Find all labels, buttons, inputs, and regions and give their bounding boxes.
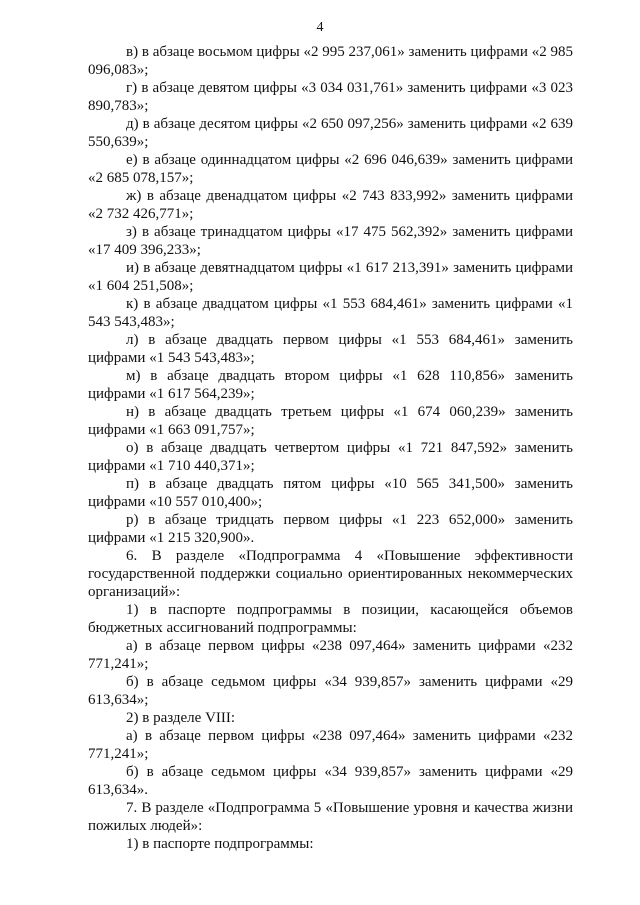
page-number: 4 xyxy=(316,20,324,35)
paragraph-r: р) в абзаце тридцать первом цифры «1 223 652,000» заменить цифрами «1 215 320,900». xyxy=(88,512,573,546)
paragraph-k: к) в абзаце двадцатом цифры «1 553 684,461» заменить цифрами «1 543 543,483»; xyxy=(88,296,573,330)
paragraph-n: н) в абзаце двадцать третьем цифры «1 674 060,239» заменить цифрами «1 663 091,757»; xyxy=(88,404,573,438)
section-6-item-2a: а) в абзаце первом цифры «238 097,464» заменить цифрами «232 771,241»; xyxy=(88,728,573,762)
section-6-item-2b: б) в абзаце седьмом цифры «34 939,857» заменить цифрами «29 613,634». xyxy=(88,764,573,798)
paragraph-zh: ж) в абзаце двенадцатом цифры «2 743 833,992» заменить цифрами «2 732 426,771»; xyxy=(88,188,573,222)
paragraph-m: м) в абзаце двадцать втором цифры «1 628 110,856» заменить цифрами «1 617 564,239»; xyxy=(88,368,573,402)
paragraph-d: д) в абзаце десятом цифры «2 650 097,256» заменить цифрами «2 639 550,639»; xyxy=(88,116,573,150)
paragraph-i: и) в абзаце девятнадцатом цифры «1 617 213,391» заменить цифрами «1 604 251,508»; xyxy=(88,260,573,294)
paragraph-g: г) в абзаце девятом цифры «3 034 031,761» заменить цифрами «3 023 890,783»; xyxy=(88,80,573,114)
section-6-item-1: 1) в паспорте подпрограммы в позиции, касающейся объемов бюджетных ассигнований подпрограммы: xyxy=(88,602,573,636)
section-6-item-1a: а) в абзаце первом цифры «238 097,464» заменить цифрами «232 771,241»; xyxy=(88,638,573,672)
section-6-item-2: 2) в разделе VIII: xyxy=(126,710,236,726)
paragraph-o: о) в абзаце двадцать четвертом цифры «1 721 847,592» заменить цифрами «1 710 440,371»; xyxy=(88,440,573,474)
section-7-item-1: 1) в паспорте подпрограммы: xyxy=(126,836,314,852)
section-6-heading: 6. В разделе «Подпрограмма 4 «Повышение эффективности государственной поддержки социально ориентированных некоммерческих организаций»: xyxy=(88,548,573,600)
paragraph-l: л) в абзаце двадцать первом цифры «1 553 684,461» заменить цифрами «1 543 543,483»; xyxy=(88,332,573,366)
paragraph-e: е) в абзаце одиннадцатом цифры «2 696 046,639» заменить цифрами «2 685 078,157»; xyxy=(88,152,573,186)
paragraph-z: з) в абзаце тринадцатом цифры «17 475 562,392» заменить цифрами «17 409 396,233»; xyxy=(88,224,573,258)
paragraph-v: в) в абзаце восьмом цифры «2 995 237,061» заменить цифрами «2 985 096,083»; xyxy=(88,44,573,78)
document-body xyxy=(88,43,573,853)
paragraph-p: п) в абзаце двадцать пятом цифры «10 565 341,500» заменить цифрами «10 557 010,400»; xyxy=(88,476,573,510)
section-6-item-1b: б) в абзаце седьмом цифры «34 939,857» заменить цифрами «29 613,634»; xyxy=(88,674,573,708)
section-7-heading: 7. В разделе «Подпрограмма 5 «Повышение уровня и качества жизни пожилых людей»: xyxy=(88,800,573,834)
